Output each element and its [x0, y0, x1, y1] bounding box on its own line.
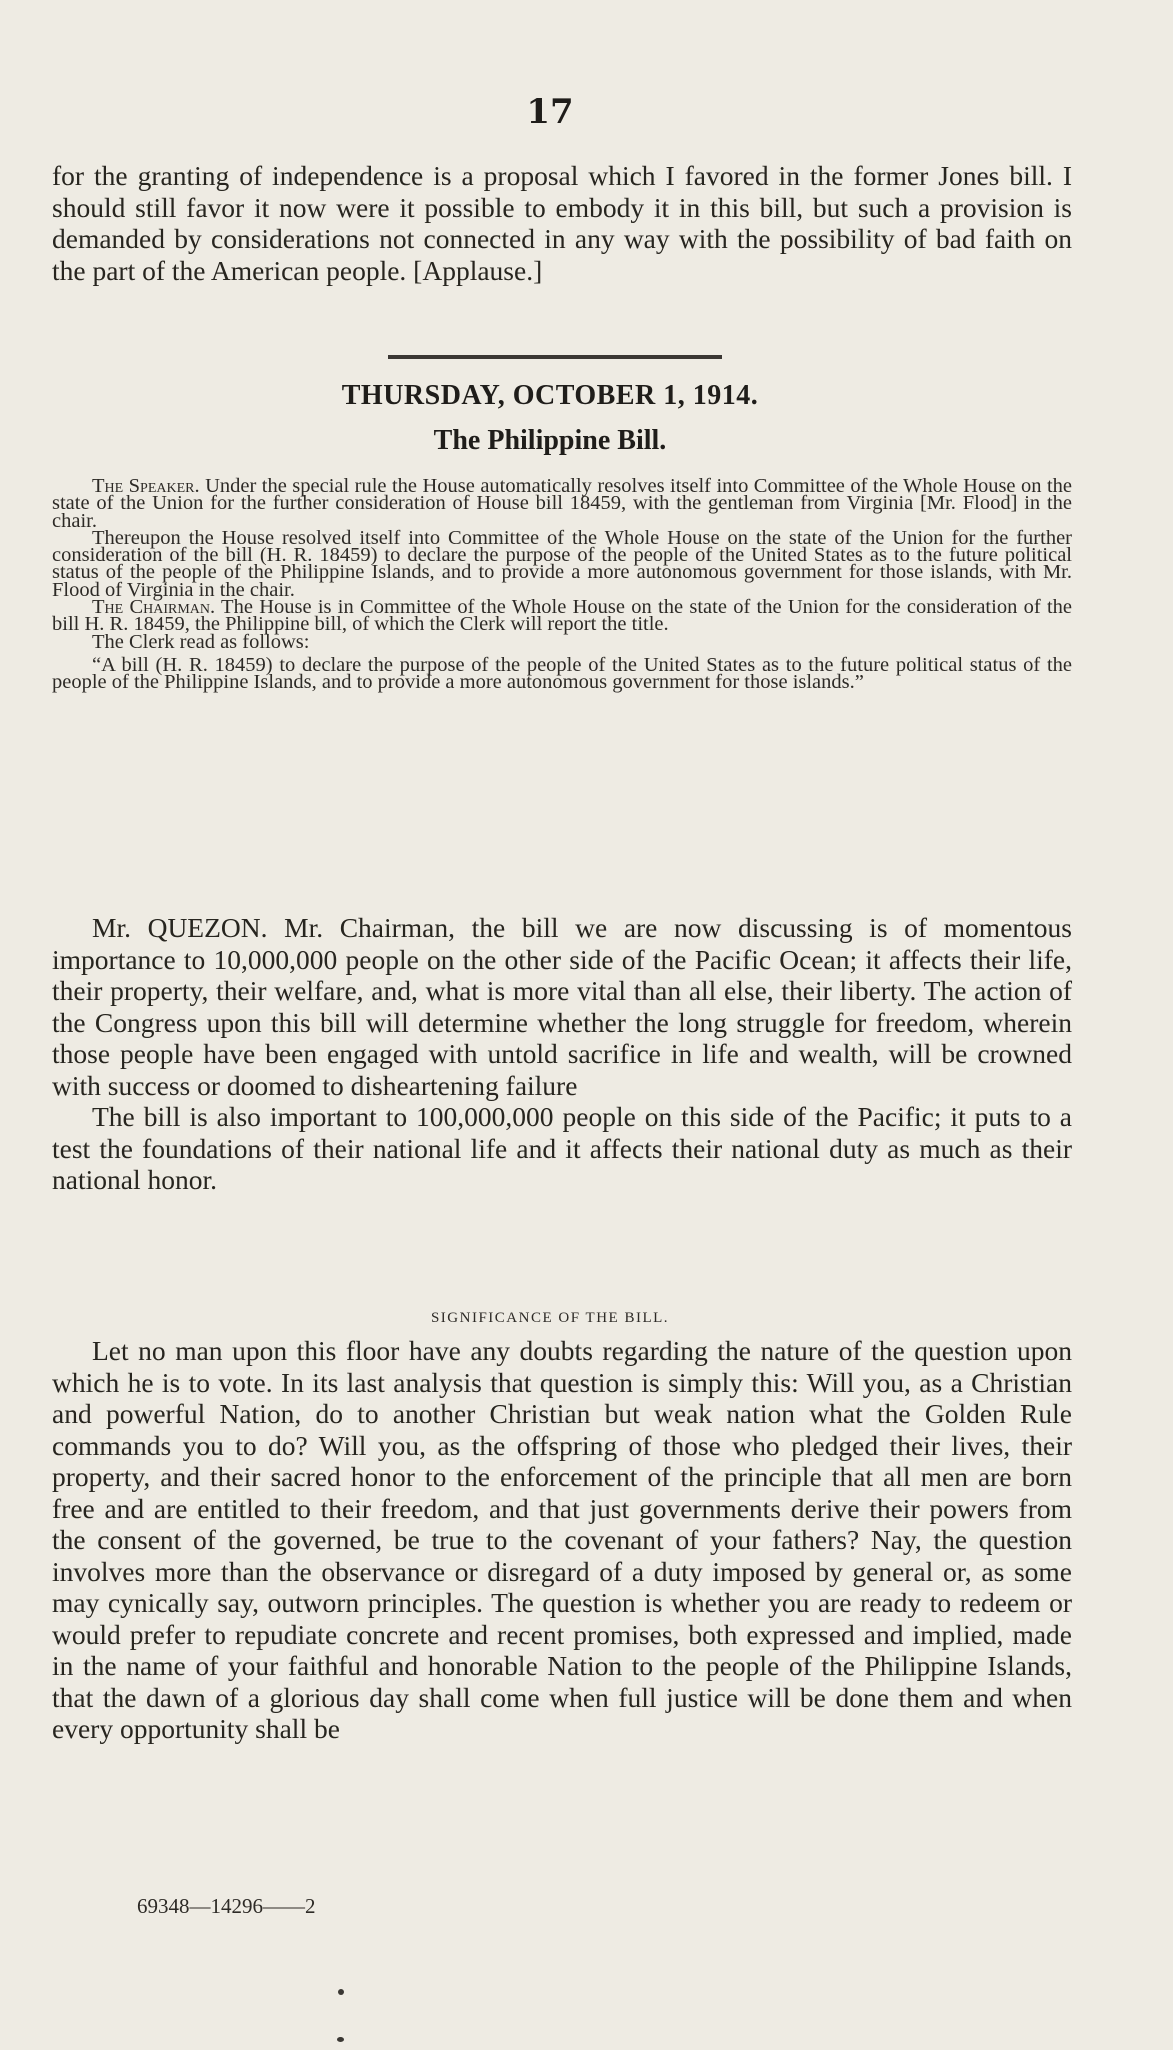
speech-paragraph-1	[52, 912, 1072, 1101]
speech-paragraph-1-text: Mr. Chairman, the bill we are now discussing is of momentous importance to 10,000,000 people on the other side of the Pacific Ocean; it affects their life, their property, their welfare, and, what is more vital than all else, their liberty. The action of the Congress upon this bill will determine whether the long struggle for freedom, wherein those people have been engaged with untold sacrifice in life and wealth, will be crowned with success or doomed to disheartening failure	[52, 912, 1072, 1101]
significance-block	[52, 1335, 1072, 1745]
page-number: 17	[526, 92, 574, 132]
speech-paragraph-2: The bill is also important to 100,000,000 people on this side of the Pacific; it puts to a test the foundations of their national life and it affects their national duty as much as their national honor.	[52, 1101, 1072, 1195]
proceedings-block	[52, 475, 1072, 694]
proceeding-speaker-text: Under the special rule the House automatically resolves itself into Committee of the Whole House on the state of the Union for the further consideration of House bill 18459, with the gentleman from Virginia [Mr. Flood] in the chair.	[52, 475, 1072, 532]
proceeding-chairman-paragraph	[52, 596, 1072, 636]
bill-heading: The Philippine Bill.	[433, 425, 667, 456]
printer-code: 69348—14296——2	[137, 1894, 316, 1918]
speech-block	[52, 912, 1072, 1196]
section-heading-significance: SIGNIFICANCE OF THE BILL.	[430, 1310, 670, 1326]
proceeding-clerk-paragraph	[52, 630, 1072, 653]
speech-speaker-name: Mr. QUEZON.	[92, 912, 268, 943]
paper-speck	[337, 2037, 344, 2042]
paper-speck	[338, 1989, 344, 1995]
date-heading: THURSDAY, OCTOBER 1, 1914.	[341, 380, 759, 411]
proceeding-bill-title-paragraph	[52, 653, 1072, 694]
proceeding-chairman-text: The House is in Committee of the Whole House on the state of the Union for the consideration of the bill H. R. 18459, the Philippine bill, of which the Clerk will report the title.	[52, 596, 1072, 636]
proceeding-thereupon-text: Thereupon the House resolved itself into Committee of the Whole House on the state of the Union for the further consideration of the bill (H. R. 18459) to declare the purpose of the people of the United States as to the future political status of the people of the Philippine Islands, and to provide a more autonomous government for those islands, with Mr. Flood of Virginia in the chair.	[52, 526, 1072, 601]
opening-text-block	[52, 160, 1072, 286]
speech-paragraph-3: Let no man upon this floor have any doubts regarding the nature of the question upon which he is to vote. In its last analysis that question is simply this: Will you, as a Christian and powerful Nation, do to another Christian but weak nation what the Golden Rule commands you to do? Will you, as the offspring of those who pledged their lives, their property, and their sacred honor to the enforcement of the principle that all men are born free and are entitled to their freedom, and that just governments derive their powers from the consent of the governed, be true to the covenant of your fathers? Nay, the question involves more than the observance or disregard of a duty imposed by general or, as some may cynically say, outworn principles. The question is whether you are ready to redeem or would prefer to repudiate concrete and recent promises, both expressed and implied, made in the name of your faithful and honorable Nation to the people of the Philippine Islands, that the dawn of a glorious day shall come when full justice will be done them and when every opportunity shall be	[52, 1335, 1072, 1744]
section-divider-rule	[388, 355, 722, 359]
opening-paragraph: for the granting of independence is a proposal which I favored in the former Jones bill. I should still favor it now were it possible to embody it in this bill, but such a provision is demanded by considerations not connected in any way with the possibility of bad faith on the part of the American people. [Applause.]	[52, 160, 1072, 286]
proceeding-speaker-paragraph	[52, 475, 1072, 532]
proceeding-clerk-text: The Clerk read as follows:	[92, 630, 310, 653]
proceeding-thereupon-paragraph	[52, 526, 1072, 601]
proceeding-speaker-label: The Speaker.	[92, 475, 200, 497]
proceeding-bill-title-text: “A bill (H. R. 18459) to declare the purpose of the people of the United States as to the future political status of the people of the Philippine Islands, and to provide a more autonomous government for those islands.”	[52, 653, 1072, 694]
proceeding-chairman-label: The Chairman.	[92, 596, 216, 619]
